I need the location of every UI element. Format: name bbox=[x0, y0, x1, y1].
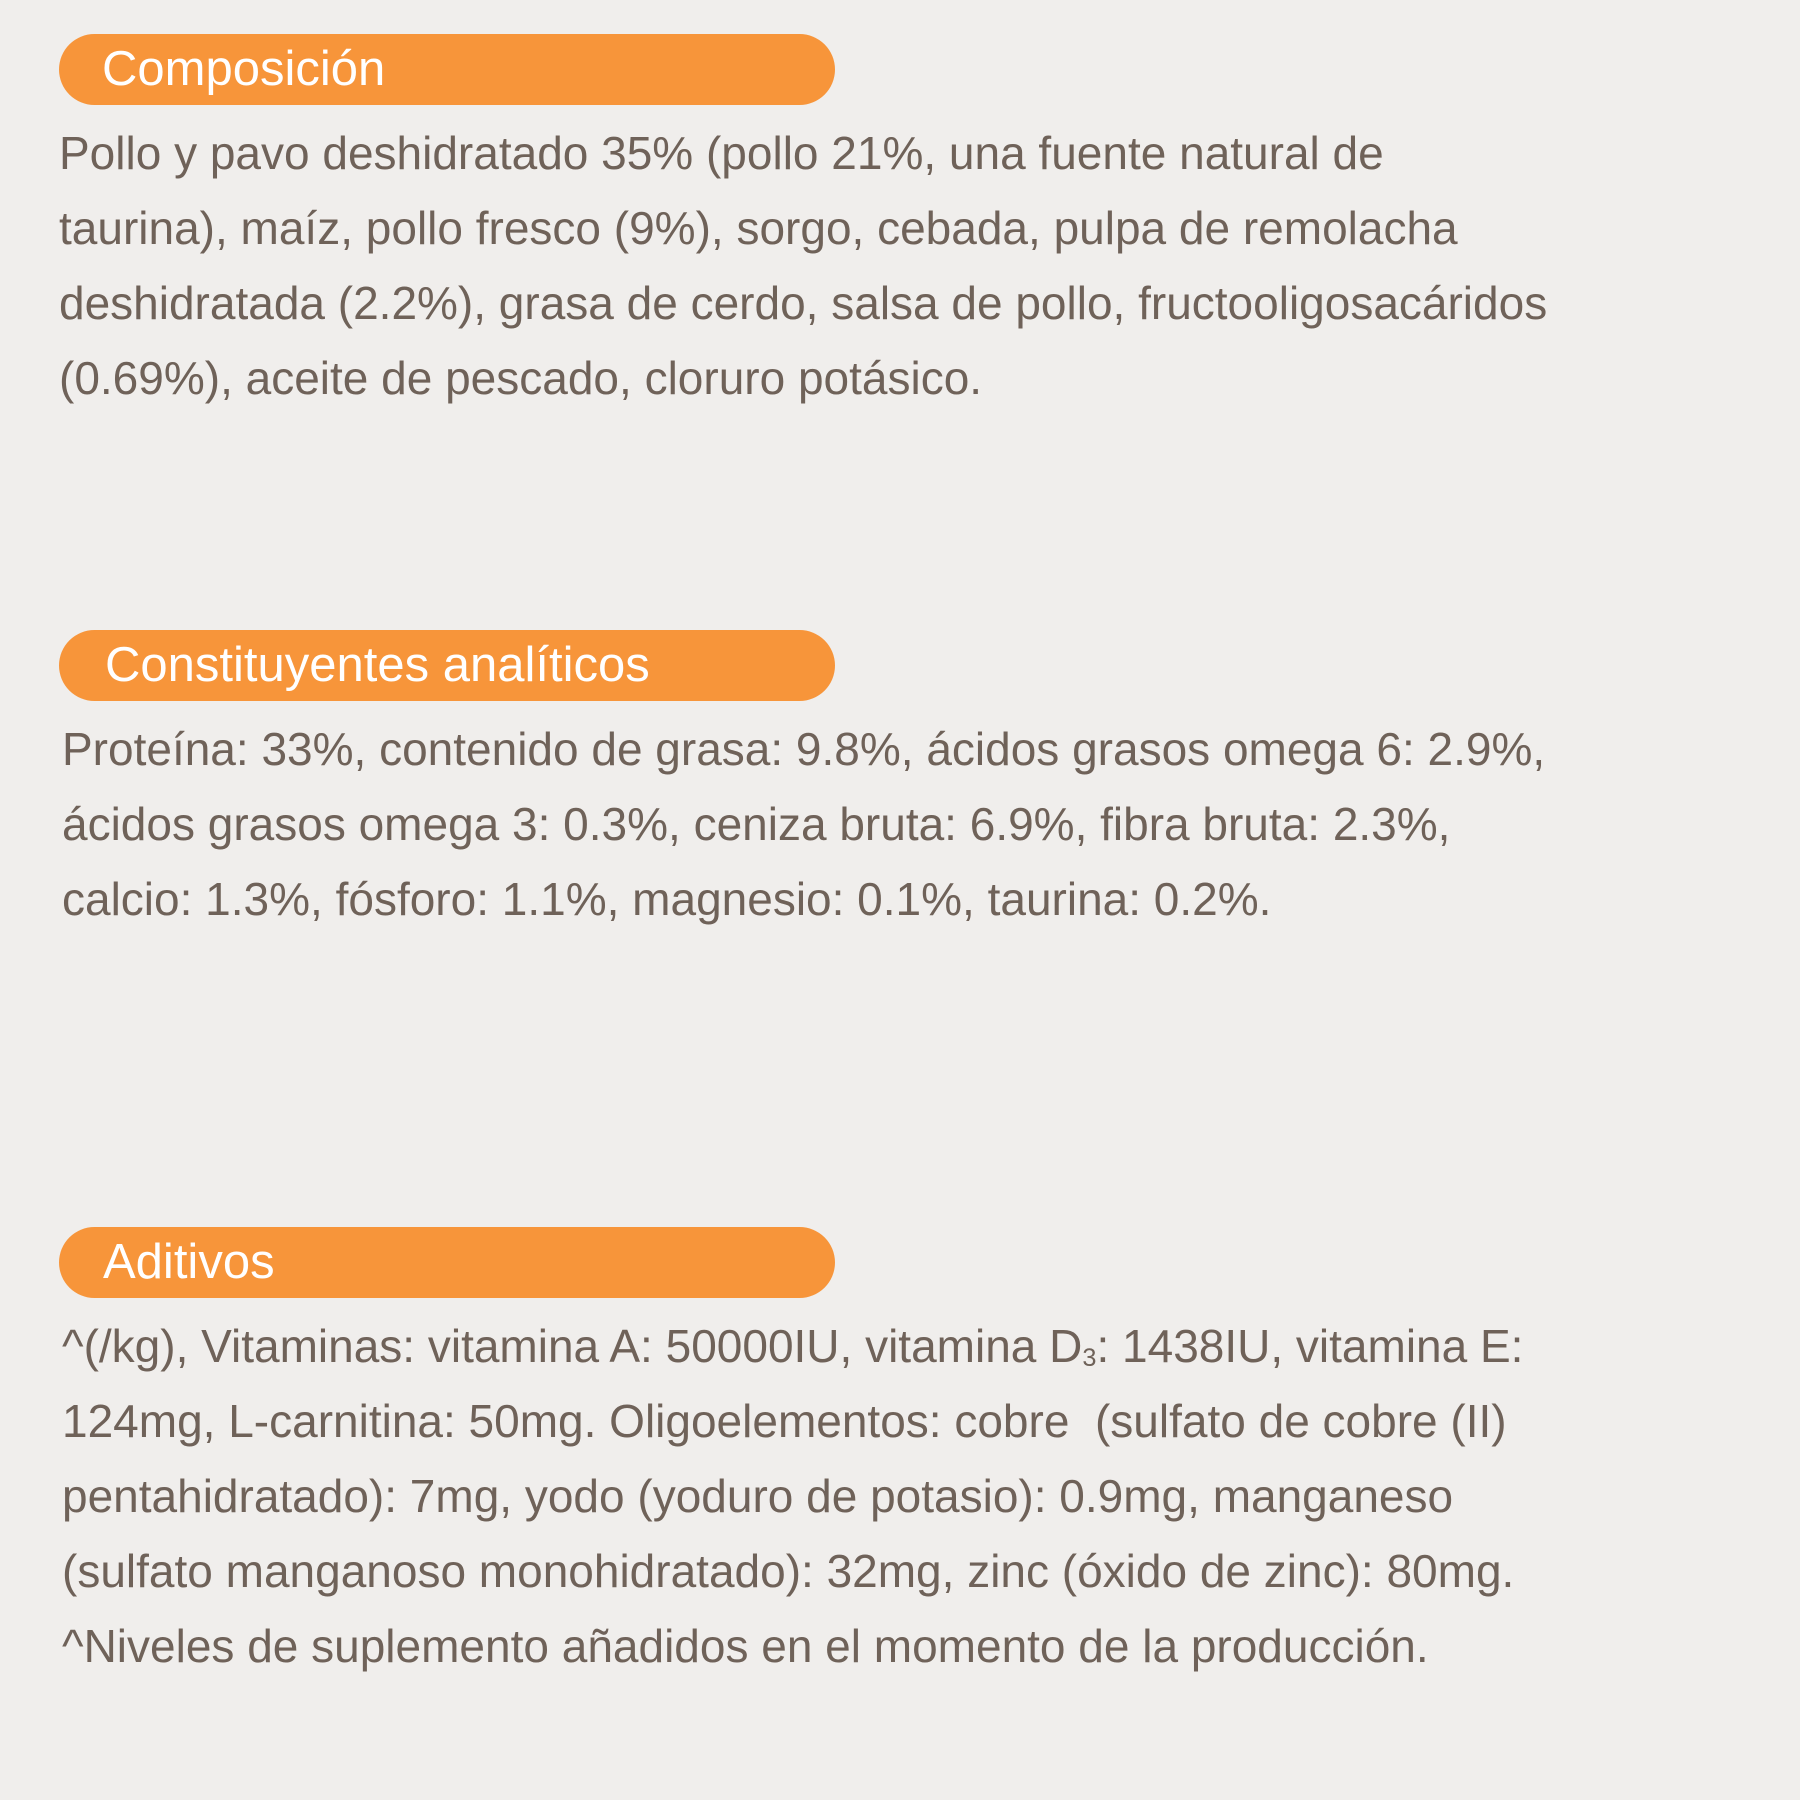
aditivos-line: 124mg, L-carnitina: 50mg. Oligoelementos: cobre (sulfato de cobre (II) bbox=[62, 1395, 1507, 1447]
aditivos-line: pentahidratado): 7mg, yodo (yoduro de potasio): 0.9mg, manganeso bbox=[62, 1470, 1454, 1522]
composicion-line: Pollo y pavo deshidratado 35% (pollo 21%, una fuente natural de bbox=[59, 127, 1384, 179]
constituyentes-line: Proteína: 33%, contenido de grasa: 9.8%, ácidos grasos omega 6: 2.9%, bbox=[62, 723, 1546, 775]
aditivos-line bbox=[62, 1309, 1523, 1384]
vitamin-d-subscript: 3 bbox=[1082, 1343, 1097, 1372]
aditivos-text bbox=[62, 1309, 1523, 1684]
composicion-line: (0.69%), aceite de pescado, cloruro potásico. bbox=[59, 352, 983, 404]
constituyentes-heading-pill bbox=[59, 630, 835, 701]
constituyentes-heading: Constituyentes analíticos bbox=[105, 638, 650, 692]
composicion-line: deshidratada (2.2%), grasa de cerdo, salsa de pollo, fructooligosacáridos bbox=[59, 277, 1548, 329]
aditivos-line: ^Niveles de suplemento añadidos en el momento de la producción. bbox=[62, 1620, 1429, 1672]
composicion-line: taurina), maíz, pollo fresco (9%), sorgo, cebada, pulpa de remolacha bbox=[59, 202, 1458, 254]
aditivos-heading: Aditivos bbox=[103, 1235, 275, 1289]
constituyentes-line: ácidos grasos omega 3: 0.3%, ceniza bruta: 6.9%, fibra bruta: 2.3%, bbox=[62, 798, 1451, 850]
aditivos-line-part: ^(/kg), Vitaminas: vitamina A: 50000IU, vitamina D bbox=[62, 1320, 1083, 1372]
constituyentes-text bbox=[62, 712, 1545, 937]
composicion-heading: Composición bbox=[102, 42, 386, 96]
constituyentes-line: calcio: 1.3%, fósforo: 1.1%, magnesio: 0.1%, taurina: 0.2%. bbox=[62, 873, 1272, 925]
aditivos-line: (sulfato manganoso monohidratado): 32mg, zinc (óxido de zinc): 80mg. bbox=[62, 1545, 1515, 1597]
composicion-text bbox=[59, 116, 1547, 416]
aditivos-heading-pill bbox=[59, 1227, 835, 1298]
composicion-heading-pill bbox=[59, 34, 835, 105]
aditivos-line-part: : 1438IU, vitamina E: bbox=[1096, 1320, 1524, 1372]
